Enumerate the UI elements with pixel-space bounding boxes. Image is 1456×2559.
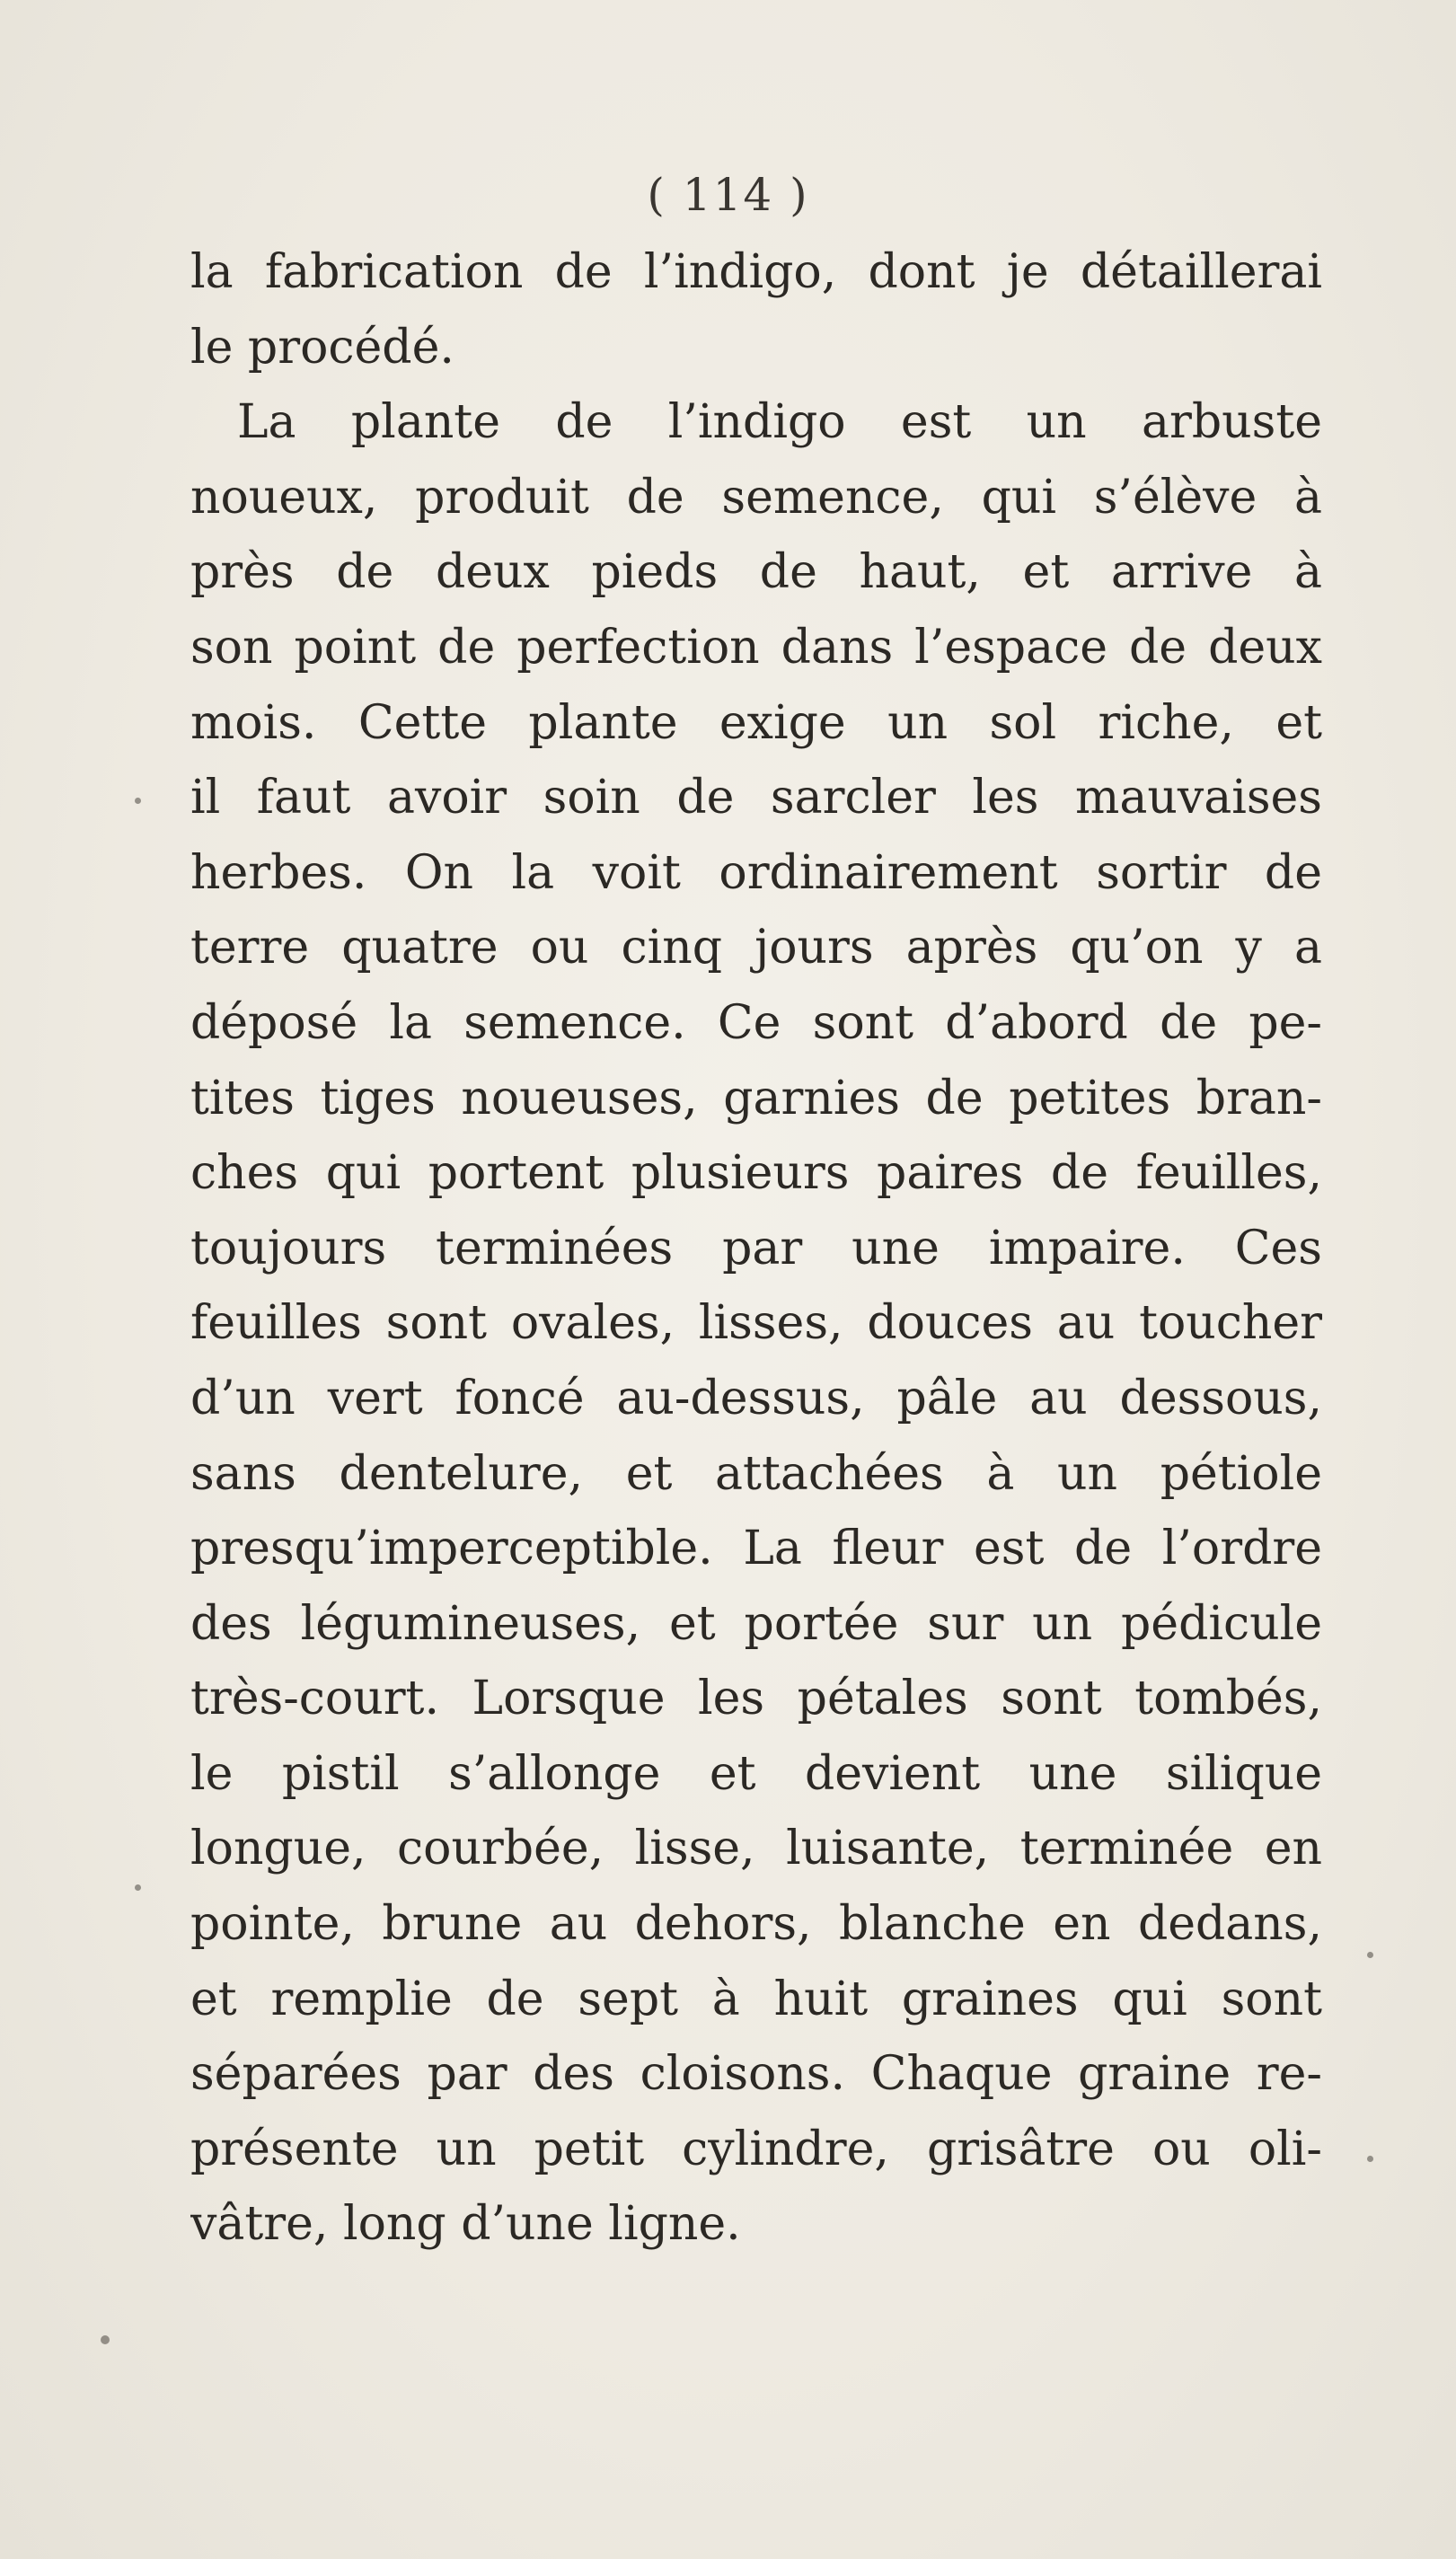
text-line: son point de perfection dans l’espace de deux xyxy=(190,620,1322,675)
paper-speck xyxy=(1367,1952,1373,1958)
text-line: terre quatre ou cinq jours après qu’on y a xyxy=(190,921,1322,975)
text-line: et remplie de sept à huit graines qui sont xyxy=(190,1972,1322,2026)
text-line: d’un vert foncé au-dessus, pâle au dessous, xyxy=(190,1371,1322,1425)
text-line: mois. Cette plante exige un sol riche, et xyxy=(190,695,1322,750)
text-line: toujours terminées par une impaire. Ces xyxy=(190,1221,1322,1275)
text-line: noueux, produit de semence, qui s’élève à xyxy=(190,470,1322,525)
paper-speck xyxy=(101,2335,110,2344)
text-line: tites tiges noueuses, garnies de petites bran- xyxy=(190,1071,1322,1125)
body-text xyxy=(190,235,1322,2263)
text-line: sans dentelure, et attachées à un pétiole xyxy=(190,1446,1322,1501)
text-line: près de deux pieds de haut, et arrive à xyxy=(190,545,1322,600)
text-line: longue, courbée, lisse, luisante, terminée en xyxy=(190,1822,1322,1876)
text-line: vâtre, long d’une ligne. xyxy=(190,2197,741,2252)
page-number: ( 114 ) xyxy=(647,169,809,221)
text-line: La plante de l’indigo est un arbuste xyxy=(237,395,1322,450)
paper-speck xyxy=(1367,2156,1373,2162)
paper-speck xyxy=(135,1884,141,1891)
text-line: présente un petit cylindre, grisâtre ou oli- xyxy=(190,2122,1322,2176)
text-line: presqu’imperceptible. La fleur est de l’ordre xyxy=(190,1522,1322,1576)
text-line: feuilles sont ovales, lisses, douces au toucher xyxy=(190,1296,1322,1351)
text-line: des légumineuses, et portée sur un pédicule xyxy=(190,1596,1322,1651)
text-line: ches qui portent plusieurs paires de feuilles, xyxy=(190,1146,1322,1201)
text-line: il faut avoir soin de sarcler les mauvaises xyxy=(190,771,1322,825)
text-line: séparées par des cloisons. Chaque graine re- xyxy=(190,2047,1322,2102)
text-line: très-court. Lorsque les pétales sont tombés, xyxy=(190,1672,1322,1726)
text-line: la fabrication de l’indigo, dont je détaillerai xyxy=(190,245,1322,299)
text-line: déposé la semence. Ce sont d’abord de pe- xyxy=(190,995,1322,1050)
paper-speck xyxy=(135,798,141,804)
text-line: herbes. On la voit ordinairement sortir de xyxy=(190,845,1322,900)
text-line: le pistil s’allonge et devient une silique xyxy=(190,1746,1322,1801)
text-line: pointe, brune au dehors, blanche en dedans, xyxy=(190,1897,1322,1952)
text-line: le procédé. xyxy=(190,320,454,375)
